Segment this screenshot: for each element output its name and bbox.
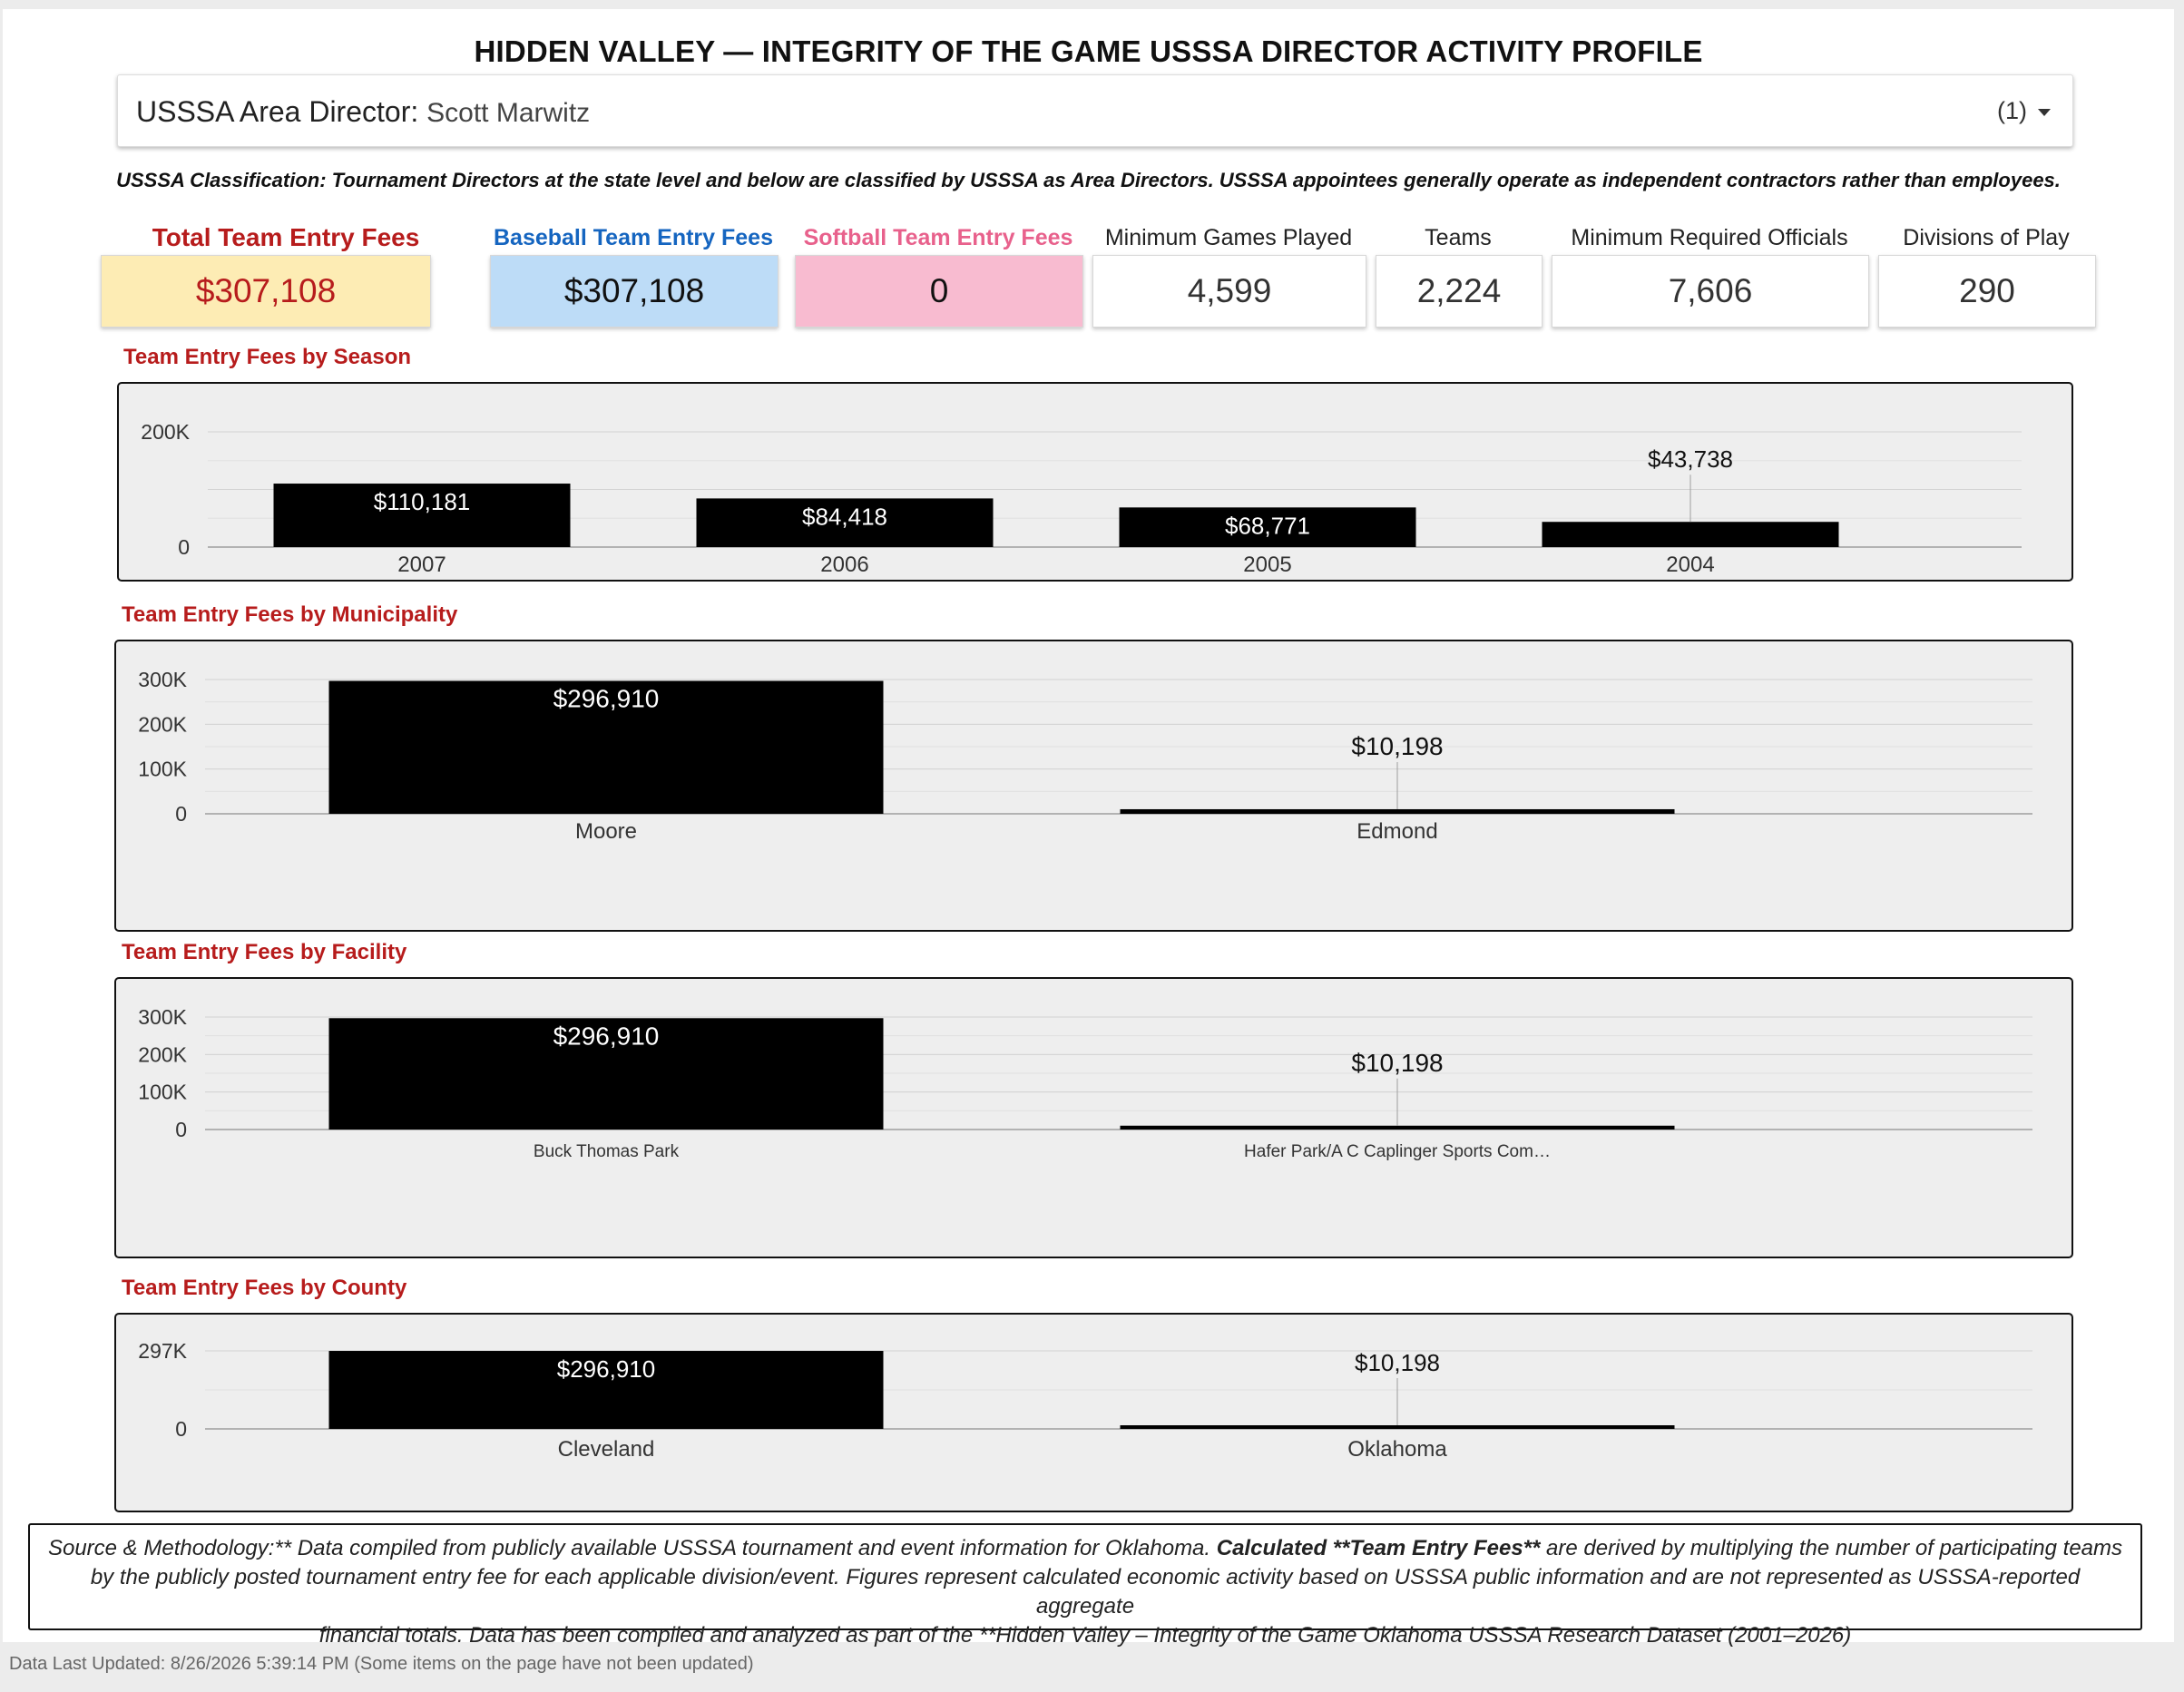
methodology-text-1c: are derived by multiplying the number of participating teams (1540, 1536, 2123, 1560)
page-title: HIDDEN VALLEY — INTEGRITY OF THE GAME USSSA DIRECTOR ACTIVITY PROFILE (474, 34, 1703, 68)
kpi-value-baseball: $307,108 (490, 255, 779, 328)
methodology-note (28, 1523, 2142, 1648)
classification-note: USSSA Classification: Tournament Directors at the state level and below are classified by USSSA as Area Directors. USSSA appointees generally operate as independent contractors rather than employees. (116, 169, 2061, 191)
kpi-value-games: 4,599 (1092, 255, 1366, 328)
y-tick-label: 200K (141, 420, 190, 444)
chart-title-season: Team Entry Fees by Season (123, 345, 412, 369)
y-tick-label: 0 (178, 535, 190, 559)
data-label: $43,738 (1648, 445, 1733, 474)
y-tick-label: 100K (138, 1080, 187, 1104)
kpi-label-teams: Teams (1425, 225, 1492, 250)
bar (1121, 809, 1675, 814)
bar (1121, 1425, 1675, 1429)
chart-panel-facility (114, 977, 2073, 1258)
y-tick-label: 200K (138, 712, 187, 737)
chart-title-facility: Team Entry Fees by Facility (122, 940, 407, 964)
selector-value: Scott Marwitz (426, 98, 591, 128)
kpi-label-games: Minimum Games Played (1104, 225, 1353, 250)
y-tick-label: 0 (175, 1118, 187, 1141)
data-label: $296,910 (553, 684, 660, 713)
methodology-text-2: by the publicly posted tournament entry fee for each applicable division/event. Figures represent calculated economic activity based on USSSA public information and are not represented as USSSA-reported aggregate (90, 1565, 2081, 1619)
category-label: 2004 (1666, 553, 1715, 577)
kpi-value-divisions: 290 (1878, 255, 2096, 328)
y-tick-label: 200K (138, 1042, 187, 1067)
methodology-text-1a: Source & Methodology:** Data compiled from publicly available USSSA tournament and event information for Oklahoma. (47, 1536, 1217, 1560)
category-label: 2005 (1243, 553, 1292, 577)
kpi-value-officials: 7,606 (1552, 255, 1869, 328)
chart-title-county: Team Entry Fees by County (122, 1276, 407, 1300)
data-label: $68,771 (1225, 512, 1310, 540)
last-updated: Data Last Updated: 8/26/2026 5:39:14 PM (Some items on the page have not been updated) (9, 1654, 754, 1674)
chart-title-municipality: Team Entry Fees by Municipality (122, 602, 458, 627)
area-director-selector[interactable] (117, 74, 2073, 147)
chart-panel-municipality (114, 640, 2073, 932)
selector-label-group (136, 95, 590, 129)
category-label: 2006 (820, 553, 869, 577)
category-label: Cleveland (557, 1437, 655, 1462)
chart-panel-county (114, 1313, 2073, 1512)
chart-municipality (116, 641, 2071, 930)
kpi-value-total: $307,108 (101, 255, 431, 328)
methodology-text-3: financial totals. Data has been compiled and analyzed as part of the **Hidden Valley – Integrity of the Game Oklahoma USSSA Research Dataset (2001–2026) (318, 1623, 1852, 1648)
bar (1543, 522, 1839, 547)
kpi-label-officials: Minimum Required Officials (1571, 225, 1848, 250)
y-tick-label: 300K (138, 1005, 187, 1029)
data-label: $84,418 (802, 503, 887, 531)
kpi-label-divisions: Divisions of Play (1903, 225, 2070, 250)
y-tick-label: 100K (138, 757, 187, 781)
selector-separator: : (410, 95, 427, 128)
kpi-label-softball: Softball Team Entry Fees (803, 225, 1073, 250)
chart-facility (116, 979, 2071, 1257)
kpi-label-total: Total Team Entry Fees (152, 223, 420, 251)
kpi-value-teams: 2,224 (1376, 255, 1543, 328)
chart-season (119, 384, 2071, 580)
y-tick-label: 300K (138, 668, 187, 691)
caret-down-icon[interactable] (2038, 109, 2051, 116)
category-label: Hafer Park/A C Caplinger Sports Com… (1244, 1142, 1551, 1161)
data-label: $10,198 (1351, 731, 1444, 760)
data-label: $296,910 (553, 1022, 660, 1051)
report-page (3, 9, 2174, 1648)
kpi-value-softball: 0 (795, 255, 1083, 328)
category-label: Moore (574, 819, 638, 844)
y-tick-label: 0 (175, 802, 187, 826)
chart-county (116, 1315, 2071, 1511)
data-label: $296,910 (556, 1355, 656, 1384)
category-label: 2007 (397, 553, 446, 577)
data-label: $110,181 (373, 488, 471, 516)
category-label: Buck Thomas Park (533, 1142, 680, 1161)
data-label: $10,198 (1355, 1349, 1440, 1376)
bar (1121, 1126, 1675, 1130)
selector-label: USSSA Area Director (136, 95, 411, 128)
category-label: Oklahoma (1347, 1437, 1447, 1462)
chart-panel-season (117, 382, 2073, 582)
methodology-text-1b: Calculated **Team Entry Fees** (1216, 1536, 1541, 1560)
selector-count: (1) (1997, 97, 2027, 124)
y-tick-label: 0 (175, 1417, 187, 1441)
y-tick-label: 297K (138, 1339, 187, 1363)
category-label: Edmond (1356, 819, 1438, 844)
kpi-label-baseball: Baseball Team Entry Fees (493, 225, 773, 250)
data-label: $10,198 (1351, 1048, 1444, 1077)
